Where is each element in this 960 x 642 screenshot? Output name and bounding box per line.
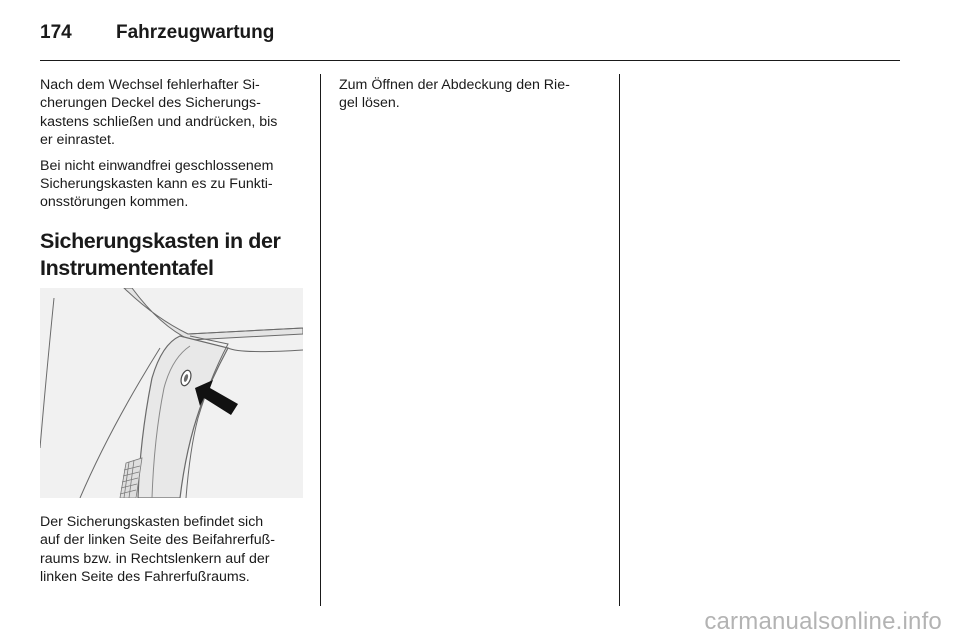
text-line: Sicherungskasten kann es zu Funkti- [40, 176, 273, 193]
subsection-heading [40, 228, 304, 282]
text-line: cherungen Deckel des Sicherungs- [40, 95, 261, 112]
text-line: gel lösen. [339, 95, 400, 112]
heading-line: Sicherungskasten in der [40, 228, 281, 253]
illustration-caption [40, 513, 304, 587]
page-header [40, 18, 900, 58]
text-line: Nach dem Wechsel fehlerhafter Si- [40, 77, 260, 93]
text-line: kastens schließen und andrücken, bis [40, 113, 278, 130]
fuse-box-cover-arrow-illustration [40, 288, 303, 498]
text-line: raums bzw. in Rechtslenkern auf der [40, 550, 270, 567]
column-1 [40, 76, 304, 296]
watermark: carmanualsonline.info [704, 608, 942, 635]
text-line: auf der linken Seite des Beifahrerfuß- [40, 532, 276, 549]
paragraph-malfunction-warning [40, 157, 304, 212]
text-line: Zum Öffnen der Abdeckung den Rie- [339, 77, 570, 93]
text-line: Der Sicherungskasten befindet sich [40, 514, 264, 530]
header-rule [40, 60, 900, 61]
column-divider-2 [619, 74, 620, 606]
text-line: linken Seite des Fahrerfußraums. [40, 569, 250, 586]
text-line: er einrastet. [40, 132, 115, 149]
page-number: 174 [40, 22, 72, 43]
text-line: Bei nicht einwandfrei geschlossenem [40, 157, 274, 174]
heading-line: Instrumententafel [40, 255, 214, 280]
column-divider-1 [320, 74, 321, 606]
section-title: Fahrzeugwartung [116, 22, 275, 43]
column-2 [339, 76, 605, 120]
text-line: onsstörungen kommen. [40, 194, 189, 211]
paragraph-fuse-replacement [40, 76, 304, 150]
paragraph-open-cover [339, 76, 605, 113]
